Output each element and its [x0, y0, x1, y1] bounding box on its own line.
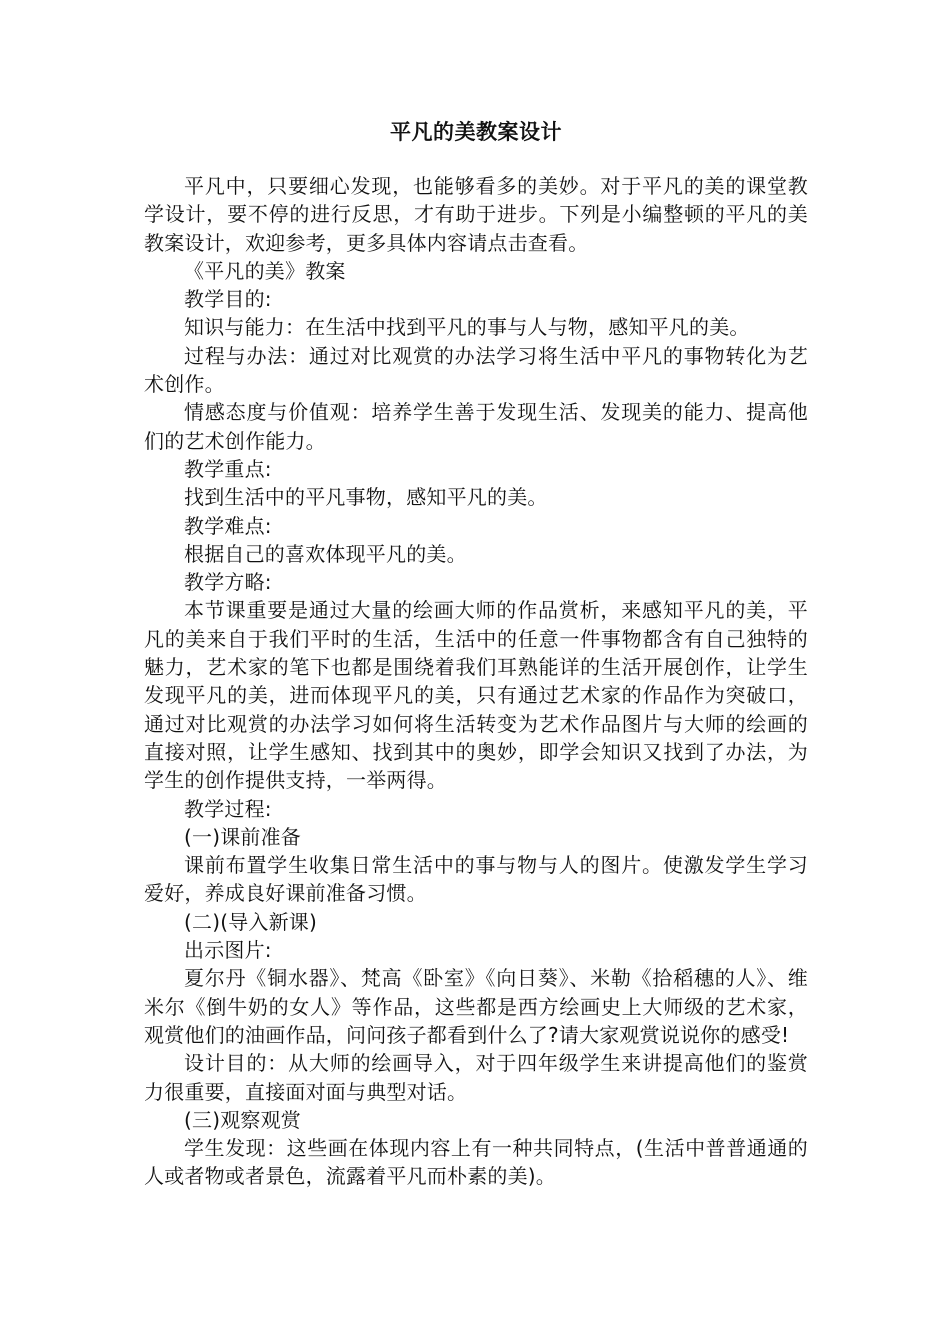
- paragraph-knowledge-ability: 知识与能力：在生活中找到平凡的事与人与物，感知平凡的美。: [184, 315, 750, 340]
- paragraph-design-purpose: 设计目的：从大师的绘画导入，对于四年级学生来讲提高他们的鉴赏力很重要，直接面对面与典型对话。: [144, 1051, 808, 1104]
- paragraph-key-point: 找到生活中的平凡事物，感知平凡的美。: [184, 485, 548, 510]
- paragraph-teaching-goal-heading: 教学目的:: [184, 287, 272, 312]
- paragraph-difficulty-heading: 教学难点:: [184, 513, 272, 538]
- paragraph-lesson-heading: 《平凡的美》教案: [184, 258, 346, 283]
- paragraph-process-method: 过程与办法：通过对比观赏的办法学习将生活中平凡的事物转化为艺术创作。: [144, 343, 808, 397]
- paragraph-emotion-values: 情感态度与价值观：培养学生善于发现生活、发现美的能力、提高他们的艺术创作能力。: [144, 400, 808, 453]
- paragraph-artworks: 夏尔丹《铜水器》、梵高《卧室》《向日葵》、米勒《拾稻穗的人》、维米尔《倒牛奶的女人》等作品，这些都是西方绘画史上大师级的艺术家，观赏他们的油画作品，问问孩子都看到什么了?请大家观赏说说你的感受!: [144, 966, 808, 1047]
- paragraph-process-heading: 教学过程:: [184, 796, 272, 821]
- paragraph-show-pictures: 出示图片:: [184, 938, 272, 963]
- paragraph-key-point-heading: 教学重点:: [184, 456, 272, 481]
- paragraph-difficulty: 根据自己的喜欢体现平凡的美。: [184, 541, 467, 566]
- paragraph-section-two-heading: (二)(导入新课): [184, 909, 318, 934]
- document-body: [144, 172, 808, 1191]
- paragraph-intro: 平凡中，只要细心发现，也能够看多的美妙。对于平凡的美的课堂教学设计，要不停的进行反思，才有助于进步。下列是小编整顿的平凡的美教案设计，欢迎参考，更多具体内容请点击查看。: [144, 174, 808, 255]
- paragraph-section-one-heading: (一)课前准备: [184, 824, 302, 849]
- paragraph-section-three-heading: (三)观察观赏: [184, 1107, 302, 1132]
- paragraph-strategy-heading: 教学方略:: [184, 570, 272, 595]
- document-page: [144, 118, 808, 1191]
- paragraph-student-discovery: 学生发现：这些画在体现内容上有一种共同特点，(生活中普普通通的人或者物或者景色，流露着平凡而朴素的美)。: [144, 1136, 808, 1189]
- paragraph-strategy: 本节课重要是通过大量的绘画大师的作品赏析，来感知平凡的美，平凡的美来自于我们平时的生活，生活中的任意一件事物都含有自己独特的魅力，艺术家的笔下也都是围绕着我们耳熟能详的生活开展创作，让学生发现平凡的美，进而体现平凡的美，只有通过艺术家的作品作为突破口，通过对比观赏的办法学习如何将生活转变为艺术作品图片与大师的绘画的直接对照，让学生感知、找到其中的奥妙，即学会知识又找到了办法，为学生的创作提供支持，一举两得。: [144, 598, 808, 793]
- document-title: 平凡的美教案设计: [390, 120, 562, 144]
- paragraph-section-one: 课前布置学生收集日常生活中的事与物与人的图片。使激发学生学习爱好，养成良好课前准备习惯。: [144, 853, 808, 906]
